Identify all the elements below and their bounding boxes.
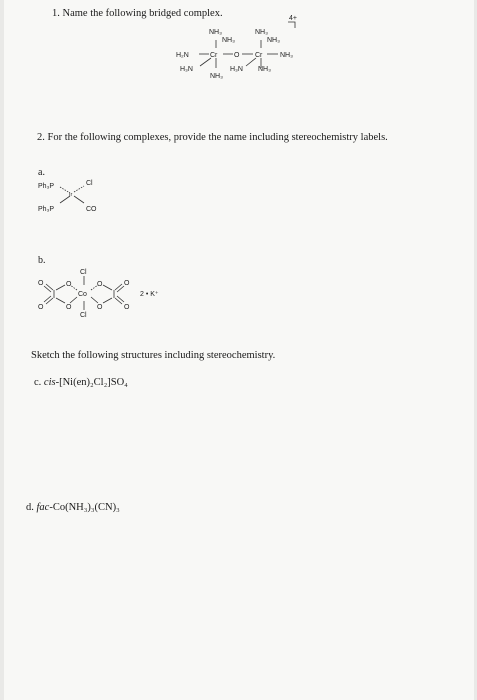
complex-a-ir: Ir <box>69 192 73 198</box>
part-a-label: a. <box>38 167 45 178</box>
part-d-prefix: fac- <box>36 502 53 513</box>
right-h3n: H₃N <box>230 66 243 73</box>
question-2-number: 2. <box>37 132 45 143</box>
bond-right-c1-o <box>103 285 112 290</box>
bond-left-h3n <box>200 58 211 66</box>
question-2-text: For the following complexes, provide the name including stereochemistry labels. <box>47 132 388 143</box>
complex-a-cl: Cl <box>86 180 93 187</box>
complex-b-counterion: 2 • K⁺ <box>140 291 159 298</box>
bond-right-c2-o <box>103 298 112 303</box>
sketch-instruction: Sketch the following structures including stereochemistry. <box>31 350 276 361</box>
part-d-formula: Co(NH₃)₃(CN)₃ <box>52 502 120 513</box>
bond-left-c1-o <box>56 285 65 290</box>
left-h2n: H₂N <box>176 52 189 59</box>
complex-b-co: Co <box>78 291 87 298</box>
complex-b-o-right-outer-top: O <box>124 280 130 287</box>
right-nh3-top: NH₃ <box>255 29 268 36</box>
left-cr: Cr <box>210 52 218 59</box>
complex-a-co: CO <box>86 206 97 213</box>
complex-b-cl-top: Cl <box>80 269 87 276</box>
question-2 <box>37 132 388 143</box>
part-c-label: c. <box>34 377 42 388</box>
right-cr: Cr <box>255 52 263 59</box>
complex-a-pph3-top: Ph₃P <box>38 183 55 190</box>
bond-right-h3n <box>246 58 256 66</box>
left-nh3-top: NH₃ <box>209 29 222 36</box>
complex-b-o-right-top: O <box>97 281 103 288</box>
bridge-o: O <box>234 52 240 59</box>
bond-left-c2-o <box>56 298 65 303</box>
bond-co-o-right-bottom <box>91 297 98 303</box>
worksheet-page <box>4 0 474 700</box>
part-d-label: d. <box>26 502 34 513</box>
complex-b-o-right-bottom: O <box>97 304 103 311</box>
question-1-number: 1. <box>52 8 60 19</box>
complex-b-o-left-outer-top: O <box>38 280 44 287</box>
right-nh3-bottom: NH₃ <box>258 66 271 73</box>
left-nh3-bottom: NH₃ <box>210 73 223 80</box>
part-d <box>26 502 120 513</box>
part-c-formula: [Ni(en)₂Cl₂]SO₄ <box>59 377 128 388</box>
right-nh3-wedge: NH₃ <box>267 37 280 44</box>
complex-b-cl-bottom: Cl <box>80 312 87 319</box>
bond-ir-co <box>74 196 84 203</box>
complex-b-o-left-bottom: O <box>66 304 72 311</box>
left-nh3-wedge: NH₃ <box>222 37 235 44</box>
complex-a-pph3-bottom: Ph₃P <box>38 206 55 213</box>
charge-bracket <box>288 22 295 28</box>
complex-b-o-left-top: O <box>66 281 72 288</box>
part-c-prefix: cis- <box>43 377 60 388</box>
part-b-label: b. <box>38 255 46 266</box>
complex-b-o-left-outer-bottom: O <box>38 304 44 311</box>
bond-ir-cl <box>74 186 84 192</box>
part-c <box>34 377 128 388</box>
complex-b-o-right-outer-bottom: O <box>124 304 130 311</box>
bond-co-o-left-bottom <box>70 297 77 303</box>
right-nh3-side: NH₃ <box>280 52 293 59</box>
left-h3n: H₃N <box>180 66 193 73</box>
charge-label: 4+ <box>289 15 297 22</box>
question-1-text: Name the following bridged complex. <box>62 8 223 19</box>
